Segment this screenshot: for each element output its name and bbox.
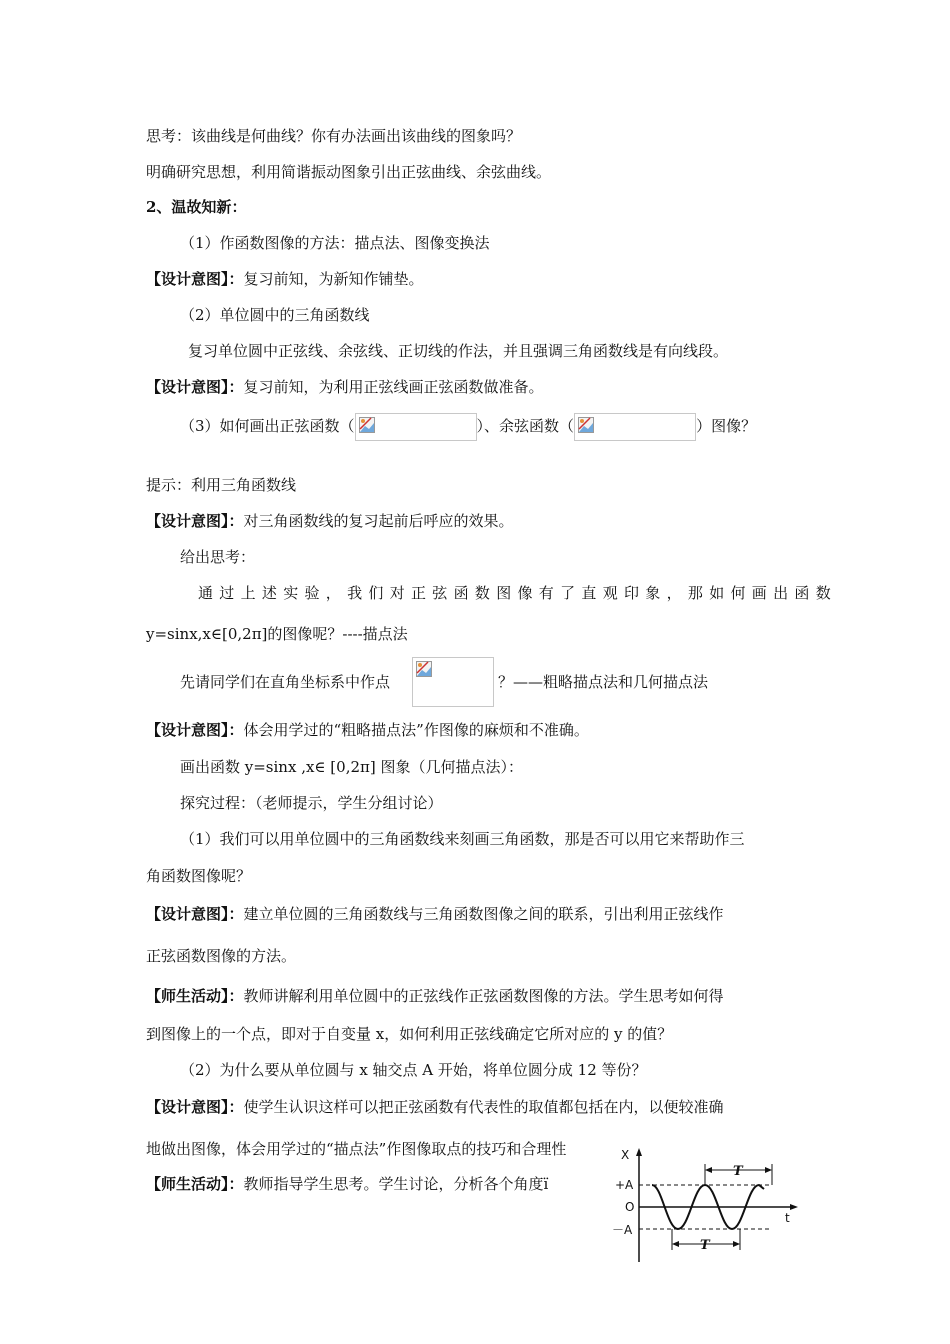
text-line: （2）为什么要从单位圆与 x 轴交点 A 开始，将单位圆分成 12 等份？	[180, 1061, 647, 1079]
design-intent-line	[146, 269, 424, 289]
design-intent-label: 【设计意图】：	[146, 905, 244, 923]
text-line: 到图像上的一个点，即对于自变量 x，如何利用正弦线确定它所对应的 y 的值？	[146, 1025, 673, 1043]
design-intent-line	[146, 720, 589, 740]
point-image-placeholder	[412, 657, 494, 707]
text-segment: ？——粗略描点法和几何描点法	[498, 673, 709, 691]
text-line: 复习单位圆中正弦线、余弦线、正切线的作法，并且强调三角函数线是有向线段。	[188, 342, 729, 360]
text-segment: 先请同学们在直角坐标系中作点	[180, 673, 391, 691]
text-line: 地做出图像，体会用学过的“描点法”作图像取点的技巧和合理性	[146, 1140, 567, 1158]
text-line: 正弦函数图像的方法。	[146, 947, 297, 965]
text-segment: ）图像？	[696, 417, 757, 435]
text-segment: ）、余弦函数（	[476, 417, 575, 435]
formula-image-placeholder	[574, 413, 696, 441]
broken-image-icon	[416, 661, 432, 677]
sine-wave-figure	[612, 1146, 800, 1266]
t-axis-label: t	[785, 1211, 790, 1225]
design-intent-text: 复习前知，为利用正弦线画正弦函数做准备。	[243, 378, 544, 396]
design-intent-label: 【设计意图】：	[146, 1098, 244, 1116]
design-intent-line	[146, 1097, 724, 1117]
text-line: 思考：该曲线是何曲线？你有办法画出该曲线的图象吗？	[146, 127, 522, 145]
text-line: 给出思考：	[180, 548, 256, 566]
text-segment: （3）如何画出正弦函数（	[180, 417, 355, 435]
design-intent-line	[146, 904, 724, 924]
text-line: 角函数图像呢？	[146, 867, 252, 885]
activity-text: 教师指导学生思考。学生讨论，分析各个角度ï	[243, 1175, 549, 1193]
positive-amplitude-label: +A	[615, 1178, 634, 1192]
design-intent-text: 体会用学过的“粗略描点法”作图像的麻烦和不准确。	[243, 721, 589, 739]
design-intent-label: 【设计意图】：	[146, 378, 244, 396]
activity-line	[146, 1174, 548, 1194]
text-line: 通过上述实验，我们对正弦函数图像有了直观印象，那如何画出函数	[198, 584, 838, 602]
x-axis-label: X	[621, 1148, 630, 1162]
design-intent-line	[146, 377, 544, 397]
text-line: （1）我们可以用单位圆中的三角函数线来刻画三角函数，那是否可以用它来帮助作三	[180, 830, 745, 848]
negative-amplitude-label: －A	[612, 1223, 633, 1237]
design-intent-label: 【设计意图】：	[146, 512, 244, 530]
activity-text: 教师讲解利用单位圆中的正弦线作正弦函数图像的方法。学生思考如何得	[243, 987, 724, 1005]
period-label-bottom: T	[700, 1238, 710, 1253]
design-intent-label: 【设计意图】：	[146, 721, 244, 739]
design-intent-text: 复习前知，为新知作铺垫。	[243, 270, 424, 288]
text-line: （2）单位圆中的三角函数线	[180, 306, 370, 324]
text-line: y=sinx,x∈[0,2π]的图像呢？----描点法	[146, 625, 408, 643]
activity-line	[146, 986, 724, 1006]
design-intent-text: 使学生认识这样可以把正弦函数有代表性的取值都包括在内，以便较准确	[243, 1098, 724, 1116]
broken-image-icon	[578, 417, 594, 433]
text-line: 明确研究思想，利用简谐振动图象引出正弦曲线、余弦曲线。	[146, 163, 552, 181]
period-label-top: T	[733, 1164, 743, 1179]
text-line-with-images	[180, 413, 756, 441]
section-heading: 2、温故知新：	[146, 198, 247, 216]
design-intent-label: 【设计意图】：	[146, 270, 244, 288]
text-line: 画出函数 y=sinx ,x∈ [0,2π] 图象（几何描点法）：	[180, 758, 523, 776]
text-line: （1）作函数图像的方法：描点法、图像变换法	[180, 234, 490, 252]
activity-label: 【师生活动】：	[146, 987, 244, 1005]
design-intent-text: 建立单位圆的三角函数线与三角函数图像之间的联系，引出利用正弦线作	[243, 905, 724, 923]
broken-image-icon	[359, 417, 375, 433]
design-intent-line	[146, 511, 514, 531]
text-line: 探究过程：（老师提示，学生分组讨论）	[180, 794, 443, 812]
text-line: 提示：利用三角函数线	[146, 476, 297, 494]
activity-label: 【师生活动】：	[146, 1175, 244, 1193]
design-intent-text: 对三角函数线的复习起前后呼应的效果。	[243, 512, 514, 530]
origin-label: O	[625, 1200, 635, 1214]
formula-image-placeholder	[355, 413, 477, 441]
